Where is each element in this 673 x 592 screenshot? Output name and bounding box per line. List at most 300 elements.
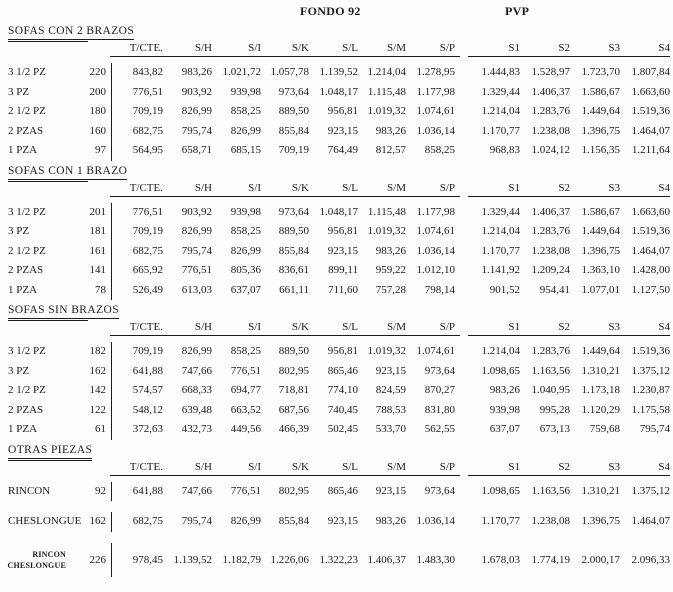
price-cell: 665,92 [132, 264, 163, 276]
row-label: 3 PZ [8, 85, 30, 98]
price-cell: 1.214,04 [481, 225, 520, 237]
price-cell: 711,60 [328, 283, 358, 296]
column-header: S1 [508, 460, 520, 473]
price-cell: 687,56 [278, 403, 309, 416]
price-cell: 1.226,06 [270, 553, 309, 566]
section-title: SOFAS CON 2 BRAZOS [8, 25, 134, 40]
price-cell: 858,25 [230, 225, 261, 237]
price-cell: 923,15 [327, 244, 358, 257]
price-cell: 983,26 [375, 515, 406, 527]
price-cell: 1.586,67 [581, 85, 620, 98]
row-label: 3 1/2 PZ [8, 345, 46, 357]
column-header: S4 [658, 42, 670, 54]
price-cell: 1.238,08 [531, 515, 570, 527]
price-cell: 939,98 [230, 205, 261, 218]
price-cell: 740,45 [327, 403, 358, 416]
price-cell: 1.139,52 [173, 553, 212, 566]
price-cell: 1.375,12 [631, 484, 670, 497]
table-row-2-1-2-pz [8, 102, 670, 122]
column-header: S/M [387, 42, 406, 54]
price-cell: 613,03 [181, 283, 212, 296]
price-cell: 1.177,98 [416, 205, 455, 218]
price-cell: 682,75 [132, 244, 163, 257]
price-cell: 901,52 [489, 283, 520, 296]
column-header: S/K [291, 42, 309, 54]
row-label: 2 1/2 PZ [8, 105, 46, 117]
price-cell: 973,64 [278, 85, 309, 98]
fondo-group-underline [110, 475, 460, 476]
header-spacer-size [66, 461, 106, 474]
price-cell: 1.048,17 [319, 85, 358, 98]
column-header: S/K [291, 321, 309, 333]
price-cell: 1.363,10 [581, 264, 620, 276]
column-header-row [8, 42, 670, 55]
row-label: 3 PZ [8, 364, 30, 377]
price-cell: 1.406,37 [531, 205, 570, 218]
column-header: S/I [248, 181, 261, 194]
price-cell: 673,13 [539, 423, 570, 435]
column-header: S2 [558, 460, 570, 473]
price-cell: 973,64 [424, 364, 455, 377]
column-header: T/CTE. [129, 181, 163, 194]
table-row-3-pz [8, 83, 670, 103]
header-spacer-label [8, 321, 66, 334]
price-cell: 372,63 [132, 423, 163, 435]
price-cell: 1.019,32 [367, 105, 406, 117]
row-size: 142 [89, 384, 106, 396]
price-cell: 973,64 [278, 205, 309, 218]
price-cell: 1.406,37 [367, 553, 406, 566]
price-cell: 709,19 [132, 345, 163, 357]
row-size: 161 [89, 244, 106, 257]
price-cell: 798,14 [424, 283, 455, 296]
price-cell: 1.214,04 [481, 345, 520, 357]
table-row-cheslongue [8, 512, 670, 532]
price-cell: 1.396,75 [581, 124, 620, 137]
price-cell: 1.444,83 [481, 66, 520, 78]
row-size: 162 [89, 515, 106, 527]
price-cell: 1.528,97 [531, 66, 570, 78]
price-cell: 1.024,12 [531, 144, 570, 156]
row-label: 3 PZ [8, 225, 30, 237]
price-cell: 1.120,29 [581, 403, 620, 416]
price-cell: 923,15 [375, 484, 406, 497]
price-cell: 865,46 [327, 364, 358, 377]
price-cell: 968,83 [489, 144, 520, 156]
price-cell: 776,51 [132, 205, 163, 218]
price-cell: 526,49 [132, 283, 163, 296]
table-row-1-pza [8, 420, 670, 440]
price-cell: 1.310,21 [581, 364, 620, 377]
price-cell: 718,81 [278, 384, 309, 396]
price-cell: 1.040,95 [531, 384, 570, 396]
row-size: 220 [89, 66, 106, 78]
price-cell: 1.278,95 [416, 66, 455, 78]
price-cell: 826,99 [181, 345, 212, 357]
column-header: S1 [508, 181, 520, 194]
table-row-2-1-2-pz [8, 242, 670, 262]
price-cell: 1.074,61 [416, 105, 455, 117]
column-header: S/P [439, 181, 455, 194]
price-cell: 1.074,61 [416, 345, 455, 357]
price-cell: 1.019,32 [367, 345, 406, 357]
row-size: 97 [95, 144, 106, 156]
column-header-row [8, 321, 670, 334]
column-header: S1 [508, 321, 520, 333]
price-cell: 956,81 [327, 345, 358, 357]
price-cell: 1.156,35 [581, 144, 620, 156]
price-cell: 637,07 [489, 423, 520, 435]
price-cell: 776,51 [181, 264, 212, 276]
price-cell: 903,92 [181, 85, 212, 98]
price-cell: 1.036,14 [416, 124, 455, 137]
column-header: S/H [194, 460, 212, 473]
price-cell: 1.375,12 [631, 364, 670, 377]
price-cell: 1.098,65 [481, 484, 520, 497]
column-header: S3 [608, 321, 620, 333]
price-cell: 1.057,78 [270, 66, 309, 78]
price-cell: 1.163,56 [531, 364, 570, 377]
price-cell: 836,61 [278, 264, 309, 276]
price-cell: 694,77 [230, 384, 261, 396]
price-cell: 973,64 [424, 484, 455, 497]
column-header: S4 [658, 181, 670, 194]
price-cell: 1.170,77 [481, 515, 520, 527]
fondo-group-underline [110, 335, 460, 336]
price-cell: 1.127,50 [631, 283, 670, 296]
price-cell: 2.000,17 [581, 553, 620, 566]
price-cell: 826,99 [230, 244, 261, 257]
price-cell: 764,49 [327, 144, 358, 156]
price-cell: 855,84 [278, 515, 309, 527]
column-header: S4 [658, 460, 670, 473]
price-cell: 641,88 [132, 484, 163, 497]
price-cell: 788,53 [375, 403, 406, 416]
price-cell: 1.173,18 [581, 384, 620, 396]
price-cell: 1.464,07 [631, 515, 670, 527]
row-label: 1 PZA [8, 423, 38, 435]
price-cell: 831,80 [424, 403, 455, 416]
row-size: 122 [89, 403, 106, 416]
price-cell: 855,84 [278, 124, 309, 137]
row-size: 180 [89, 105, 106, 117]
price-cell: 870,27 [424, 384, 455, 396]
fondo-group-underline [110, 56, 460, 57]
price-cell: 1.141,92 [481, 264, 520, 276]
column-header-row [8, 461, 670, 474]
header-spacer-size [66, 42, 106, 55]
price-cell: 1.310,21 [581, 484, 620, 497]
price-cell: 1.175,58 [631, 403, 670, 416]
table-row-rincon [8, 482, 670, 502]
price-cell: 1.115,48 [367, 205, 406, 218]
row-size: 162 [89, 364, 106, 377]
price-cell: 658,71 [181, 144, 212, 156]
table-row-1-pza [8, 141, 670, 161]
section-otras-piezas [8, 440, 673, 577]
price-cell: 1.807,84 [631, 66, 670, 78]
row-label: 2 PZAS [8, 124, 44, 137]
price-cell: 903,92 [181, 205, 212, 218]
price-cell: 637,07 [230, 283, 261, 296]
header-spacer-label [8, 42, 66, 55]
price-cell: 1.483,30 [416, 553, 455, 566]
price-cell: 923,15 [327, 124, 358, 137]
column-header: S/L [342, 460, 358, 473]
column-header: S/I [248, 42, 261, 54]
column-header: S2 [558, 321, 570, 333]
pvp-group-header: PVP [505, 4, 530, 18]
price-cell: 1.209,24 [531, 264, 570, 276]
price-cell: 889,50 [278, 225, 309, 237]
pvp-group-underline [468, 475, 670, 476]
price-cell: 865,46 [327, 484, 358, 497]
price-cell: 1.519,36 [631, 105, 670, 117]
table-row-3-pz [8, 222, 670, 242]
price-cell: 1.238,08 [531, 244, 570, 257]
column-header: T/CTE. [129, 321, 163, 333]
price-cell: 1.723,70 [581, 66, 620, 78]
price-cell: 826,99 [181, 105, 212, 117]
header-spacer-label [8, 182, 66, 195]
price-cell: 1.021,72 [222, 66, 261, 78]
section-title: OTRAS PIEZAS [8, 444, 92, 459]
row-size: 92 [95, 484, 106, 497]
fondo-group-underline [110, 196, 460, 197]
table-row-2-1-2-pz [8, 381, 670, 401]
price-cell: 1.428,00 [631, 264, 670, 276]
price-cell: 983,26 [375, 244, 406, 257]
column-header: T/CTE. [129, 42, 163, 54]
price-cell: 1.098,65 [481, 364, 520, 377]
price-cell: 795,74 [181, 124, 212, 137]
pvp-group-underline [468, 196, 670, 197]
price-cell: 757,28 [375, 283, 406, 296]
price-cell: 776,51 [230, 484, 261, 497]
price-cell: 956,81 [327, 105, 358, 117]
column-header: S/I [248, 321, 261, 333]
price-cell: 1.678,03 [481, 553, 520, 566]
price-cell: 858,25 [230, 105, 261, 117]
price-cell: 641,88 [132, 364, 163, 377]
price-cell: 1.663,60 [631, 85, 670, 98]
row-label-line: RINCON [32, 549, 66, 559]
price-cell: 1.322,23 [319, 553, 358, 566]
price-cell: 668,33 [181, 384, 212, 396]
price-cell: 2.096,33 [631, 553, 670, 566]
row-label: 1 PZA [8, 144, 38, 156]
price-cell: 899,11 [328, 264, 358, 276]
column-header: T/CTE. [129, 460, 163, 473]
price-cell: 843,82 [132, 66, 163, 78]
row-size: 160 [89, 124, 106, 137]
row-size: 181 [89, 225, 106, 237]
column-header: S/P [439, 460, 455, 473]
price-cell: 685,15 [230, 144, 261, 156]
price-cell: 1.464,07 [631, 124, 670, 137]
price-cell: 802,95 [278, 364, 309, 377]
pvp-group-underline [468, 335, 670, 336]
header-spacer-size [66, 321, 106, 334]
price-cell: 1.586,67 [581, 205, 620, 218]
table-row-1-pza [8, 281, 670, 301]
column-header: S4 [658, 321, 670, 333]
row-label: 3 1/2 PZ [8, 66, 46, 78]
price-cell: 432,73 [181, 423, 212, 435]
price-cell: 855,84 [278, 244, 309, 257]
row-label: 1 PZA [8, 283, 38, 296]
row-size: 182 [89, 345, 106, 357]
column-header: S/L [342, 321, 358, 333]
table-row-2-pzas [8, 122, 670, 142]
row-label-line: CHESLONGUE [7, 560, 66, 570]
column-header: S/H [194, 181, 212, 194]
price-cell: 1.048,17 [319, 205, 358, 218]
price-cell: 1.238,08 [531, 124, 570, 137]
price-cell: 1.406,37 [531, 85, 570, 98]
price-cell: 858,25 [230, 345, 261, 357]
row-label [8, 543, 66, 577]
column-header: S/L [342, 181, 358, 194]
section-title-wrap [8, 300, 673, 317]
price-cell: 759,68 [589, 423, 620, 435]
price-cell: 1.012,10 [416, 264, 455, 276]
row-size: 201 [89, 205, 106, 218]
section-title: SOFAS SIN BRAZOS [8, 304, 119, 319]
price-cell: 548,12 [132, 403, 163, 416]
column-header: S/K [291, 460, 309, 473]
price-cell: 1.329,44 [481, 205, 520, 218]
price-cell: 466,39 [278, 423, 309, 435]
table-row-2-pzas [8, 401, 670, 421]
price-cell: 826,99 [230, 515, 261, 527]
table-row-3-pz [8, 362, 670, 382]
price-cell: 776,51 [230, 364, 261, 377]
price-cell: 978,45 [132, 553, 163, 566]
price-cell: 709,19 [278, 144, 309, 156]
price-cell: 1.115,48 [367, 85, 406, 98]
price-cell: 1.170,77 [481, 124, 520, 137]
section-sofas-con-1-brazo [8, 161, 673, 301]
price-cell: 1.182,79 [222, 553, 261, 566]
price-cell: 1.774,19 [531, 553, 570, 566]
column-header: S3 [608, 181, 620, 194]
sections-container [8, 0, 673, 577]
row-size: 226 [89, 553, 106, 566]
price-cell: 562,55 [424, 423, 455, 435]
price-cell: 1.396,75 [581, 515, 620, 527]
price-cell: 1.519,36 [631, 345, 670, 357]
price-cell: 954,41 [539, 283, 570, 296]
price-cell: 774,10 [327, 384, 358, 396]
price-cell: 661,11 [279, 283, 309, 296]
price-cell: 826,99 [230, 124, 261, 137]
price-cell: 533,70 [375, 423, 406, 435]
price-cell: 983,26 [489, 384, 520, 396]
price-cell: 795,74 [181, 515, 212, 527]
column-header: S2 [558, 42, 570, 54]
column-header: S/H [194, 321, 212, 333]
price-cell: 983,26 [375, 124, 406, 137]
price-cell: 812,57 [375, 144, 406, 156]
price-cell: 1.036,14 [416, 515, 455, 527]
column-header: S/L [342, 42, 358, 54]
price-cell: 1.663,60 [631, 205, 670, 218]
price-cell: 1.074,61 [416, 225, 455, 237]
price-cell: 824,59 [375, 384, 406, 396]
price-cell: 1.464,07 [631, 244, 670, 257]
row-label: RINCON [8, 484, 51, 497]
row-label: 3 1/2 PZ [8, 205, 46, 218]
price-cell: 889,50 [278, 105, 309, 117]
row-size: 200 [89, 85, 106, 98]
price-cell: 1.019,32 [367, 225, 406, 237]
column-header: S2 [558, 181, 570, 194]
price-cell: 1.283,76 [531, 105, 570, 117]
price-cell: 1.519,36 [631, 225, 670, 237]
price-cell: 858,25 [424, 144, 455, 156]
price-cell: 1.211,64 [631, 144, 670, 156]
price-cell: 1.449,64 [581, 105, 620, 117]
price-cell: 1.283,76 [531, 225, 570, 237]
price-cell: 502,45 [327, 423, 358, 435]
pvp-group-underline [468, 56, 670, 57]
column-header: S/H [194, 42, 212, 54]
column-header: S/M [387, 321, 406, 333]
price-cell: 805,36 [230, 264, 261, 276]
price-cell: 682,75 [132, 124, 163, 137]
section-title-wrap [8, 161, 673, 178]
column-header: S/I [248, 460, 261, 473]
column-header: S/P [439, 321, 455, 333]
price-cell: 923,15 [375, 364, 406, 377]
row-label: CHESLONGUE [8, 515, 82, 527]
price-cell: 709,19 [132, 105, 163, 117]
column-header: S/P [439, 42, 455, 54]
price-cell: 826,99 [181, 225, 212, 237]
price-cell: 1.139,52 [319, 66, 358, 78]
row-size: 61 [95, 423, 106, 435]
price-cell: 1.214,04 [367, 66, 406, 78]
row-label: 2 PZAS [8, 403, 44, 416]
price-cell: 1.177,98 [416, 85, 455, 98]
table-row-2-pzas [8, 261, 670, 281]
row-size: 78 [95, 283, 106, 296]
price-cell: 1.329,44 [481, 85, 520, 98]
price-cell: 983,26 [181, 66, 212, 78]
price-cell: 709,19 [132, 225, 163, 237]
column-header: S/K [291, 181, 309, 194]
price-cell: 1.449,64 [581, 345, 620, 357]
price-cell: 939,98 [489, 403, 520, 416]
section-sofas-con-2-brazos [8, 21, 673, 161]
price-cell: 1.077,01 [581, 283, 620, 296]
column-header: S1 [508, 42, 520, 54]
price-cell: 1.396,75 [581, 244, 620, 257]
column-header: S3 [608, 42, 620, 54]
price-cell: 449,56 [230, 423, 261, 435]
price-cell: 956,81 [327, 225, 358, 237]
column-header: S3 [608, 460, 620, 473]
row-size: 141 [89, 264, 106, 276]
price-cell: 663,52 [230, 403, 261, 416]
row-label: 2 PZAS [8, 264, 44, 276]
row-label: 2 1/2 PZ [8, 384, 46, 396]
price-cell: 923,15 [327, 515, 358, 527]
price-cell: 1.283,76 [531, 345, 570, 357]
column-header: S/M [387, 460, 406, 473]
price-cell: 682,75 [132, 515, 163, 527]
